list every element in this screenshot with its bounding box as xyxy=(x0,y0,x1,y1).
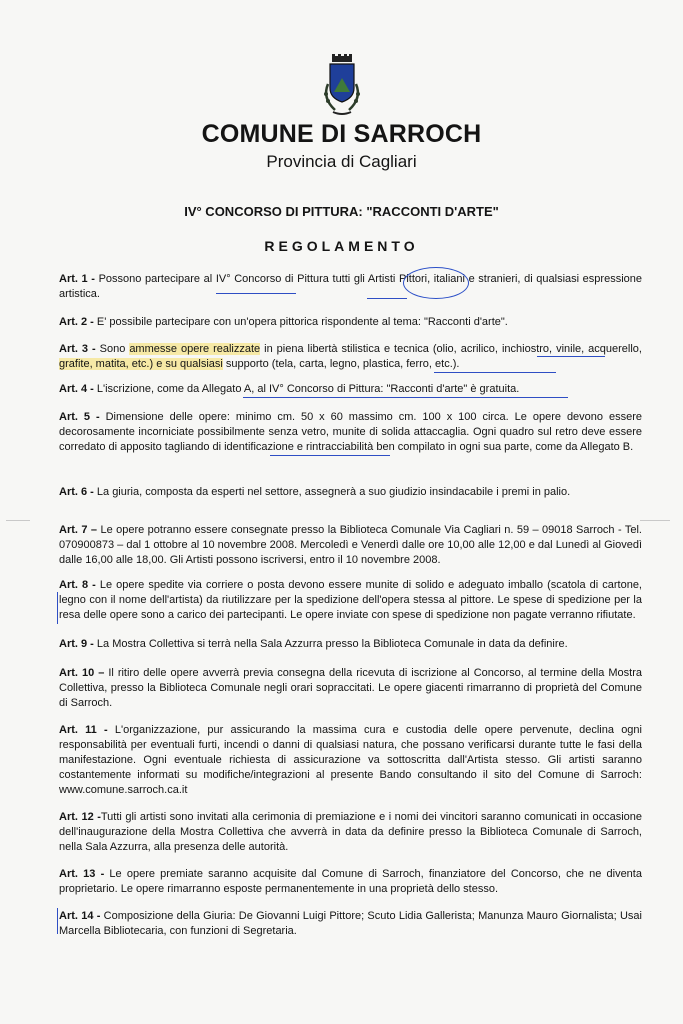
pen-margin-mark xyxy=(57,592,58,624)
article-text: Tutti gli artisti sono invitati alla cerimonia di premiazione e i nomi dei vincitori saranno comunicati in occasione dell'inaugurazione della Mostra Collettiva che avverrà in data da definire presso la Biblioteca Comunale di Sarroch, nella Sala Azzurra, alla presenza delle autorità. xyxy=(59,811,642,853)
article-number: Art. 7 – xyxy=(59,524,98,536)
article-10 xyxy=(59,666,642,711)
municipal-coat-of-arms-icon xyxy=(319,54,365,122)
article-number: Art. 1 - xyxy=(59,273,95,285)
article-text: Sono xyxy=(95,343,130,355)
pen-underline xyxy=(367,298,407,299)
article-3 xyxy=(59,342,642,372)
article-number: Art. 3 - xyxy=(59,343,96,355)
article-13 xyxy=(59,867,642,897)
article-2 xyxy=(59,315,642,330)
page-subtitle: Provincia di Cagliari xyxy=(266,152,417,171)
article-text: Le opere potranno essere consegnate presso la Biblioteca Comunale Via Cagliari n. 59 – 09018 Sarroch - Tel. 070900873 – dal 1 ottobre al 10 novembre 2008. Mercoledì e Venerdì dalle ore 10,00 alle 12,00 e dal Lunedì al Giovedì dalle 16,00 alle 18,00. Gli Artisti possono iscriversi, entro il 10 novembre 2008. xyxy=(59,524,642,566)
article-text: E' possibile partecipare con un'opera pittorica rispondente al tema: "Racconti d'arte". xyxy=(93,316,508,328)
article-number: Art. 4 - xyxy=(59,383,94,395)
article-14 xyxy=(59,909,642,939)
article-text: La Mostra Collettiva si terrà nella Sala Azzurra presso la Biblioteca Comunale in data da definire. xyxy=(93,638,568,650)
article-number: Art. 11 - xyxy=(59,724,108,736)
article-text: La giuria, composta da esperti nel settore, assegnerà a suo giudizio insindacabile i premi in palio. xyxy=(93,486,571,498)
highlighted-text: ammesse opere realizzate xyxy=(129,343,261,355)
scan-mark xyxy=(640,520,670,521)
article-text: L'iscrizione, come da Allegato A, al IV° Concorso di Pittura: "Racconti d'arte" è gratuita. xyxy=(93,383,520,395)
article-4 xyxy=(59,382,642,397)
article-number: Art. 10 – xyxy=(59,667,105,679)
article-text: Dimensione delle opere: minimo cm. 50 x 60 massimo cm. 100 x 100 circa. Le opere devono essere decorosamente incorniciate possibilmente senza vetro, munite di solida attaccaglia. Ogni quadro sul retro deve essere corredato di apposito tagliando di identificazione e rintracciabilità ben compilato in ogni sua parte, come da Allegato B. xyxy=(59,411,642,453)
pen-underline xyxy=(434,372,556,373)
article-7 xyxy=(59,523,642,568)
contest-title: IV° CONCORSO DI PITTURA: "RACCONTI D'ARTE" xyxy=(184,204,499,219)
article-5 xyxy=(59,410,642,455)
pen-underline xyxy=(216,293,296,294)
pen-circle-annotation xyxy=(403,267,469,299)
article-12 xyxy=(59,810,642,855)
article-text: supporto (tela, carta, legno, plastica, ferro, etc.). xyxy=(222,358,460,370)
article-text: Le opere premiate saranno acquisite dal Comune di Sarroch, finanziatore del Concorso, che ne diventa proprietario. Le opere rimarranno esposte permanentemente in una proprietà dello stesso. xyxy=(59,868,642,895)
article-11 xyxy=(59,723,642,798)
pen-margin-mark xyxy=(57,908,58,934)
article-text: L'organizzazione, pur assicurando la massima cura e custodia delle opere pervenute, declina ogni responsabilità per eventuali furti, incendi o danni di qualsiasi natura, che possano verificarsi durante tutte le fasi della manifestazione. Ogni eventuale richiesta di assicurazione va sottoscritta dall'Artista stesso. Gli artisti saranno costantemente informati su modifiche/integrazioni al presente Bando consultando il sito del Comune di Sarroch: www.comune.sarroch.ca.it xyxy=(59,724,642,796)
article-9 xyxy=(59,637,642,652)
scan-mark xyxy=(6,520,30,521)
article-number: Art. 12 - xyxy=(59,811,101,823)
article-text: Composizione della Giuria: De Giovanni Luigi Pittore; Scuto Lidia Gallerista; Manunza Mauro Giornalista; Usai Marcella Bibliotecaria, con funzioni di Segretaria. xyxy=(59,910,642,937)
article-8 xyxy=(59,578,642,623)
article-number: Art. 2 - xyxy=(59,316,94,328)
pen-underline xyxy=(537,356,605,357)
article-number: Art. 14 - xyxy=(59,910,101,922)
article-text: in piena libertà stilistica e tecnica (olio, acrilico, inchiostro, vinile, acquerello, xyxy=(260,343,642,355)
section-heading: REGOLAMENTO xyxy=(264,238,419,254)
page-title: COMUNE DI SARROCH xyxy=(201,120,482,148)
article-number: Art. 8 - xyxy=(59,579,96,591)
article-number: Art. 6 - xyxy=(59,486,94,498)
article-text: Le opere spedite via corriere o posta devono essere munite di solido e adeguato imballo (scatola di cartone, legno con il nome dell'artista) da riutilizzare per la spedizione dell'opera stessa al pittore. Le spese di spedizione per la resa delle opere sono a carico dei partecipanti. Le opere inviate con spese di spedizione non pagate verranno rifiutate. xyxy=(59,579,642,621)
article-1 xyxy=(59,272,642,302)
article-number: Art. 5 - xyxy=(59,411,100,423)
highlighted-text: grafite, matita, etc.) e su qualsiasi xyxy=(59,358,223,370)
pen-underline xyxy=(243,397,568,398)
article-number: Art. 13 - xyxy=(59,868,105,880)
article-6 xyxy=(59,485,642,500)
article-text: Possono partecipare al IV° Concorso di Pittura tutti gli Artisti Pittori, italiani e stranieri, di qualsiasi espressione artistica. xyxy=(59,273,643,300)
article-number: Art. 9 - xyxy=(59,638,94,650)
pen-underline xyxy=(270,455,390,456)
article-text: Il ritiro delle opere avverrà previa consegna della ricevuta di iscrizione al Concorso, al termine della Mostra Collettiva, presso la Biblioteca Comunale negli orari sopraccitati. Le opere giacenti rimarranno di proprietà del Comune di Sarroch. xyxy=(59,667,642,709)
